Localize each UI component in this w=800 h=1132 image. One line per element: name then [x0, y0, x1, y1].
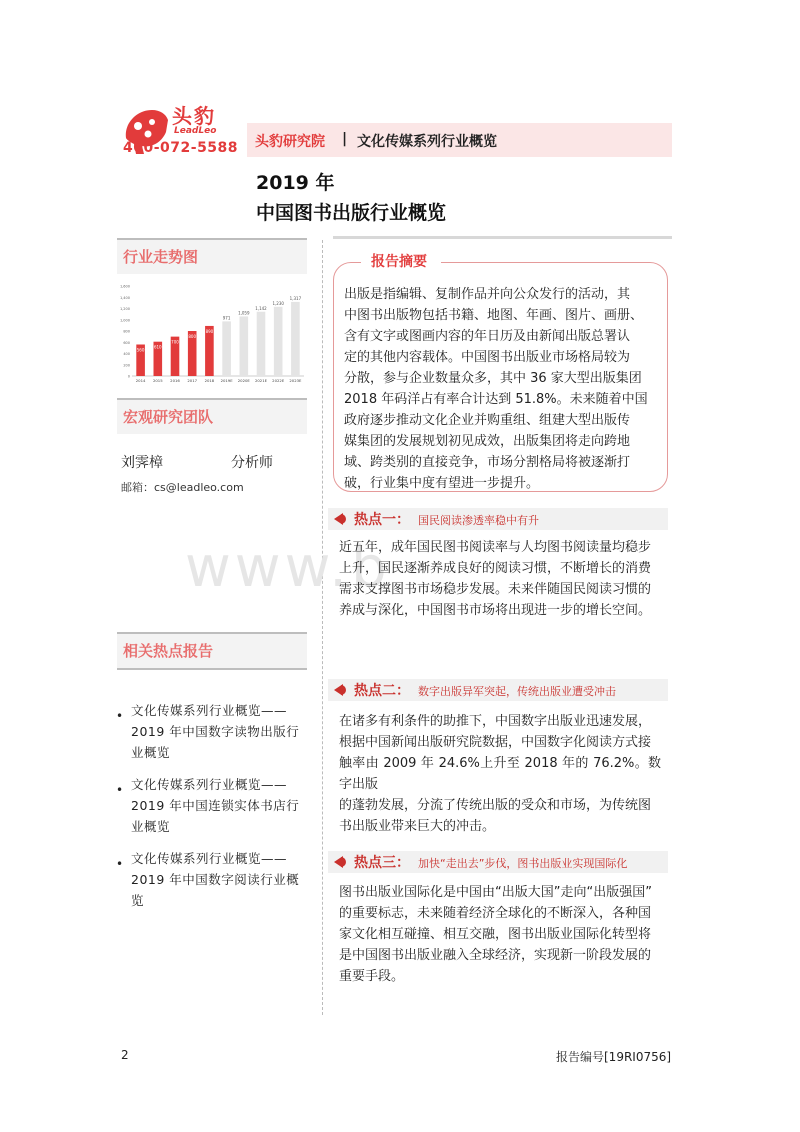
abstract-line: 出版是指编辑、复制作品并向公众发行的活动，其 — [344, 287, 631, 302]
hot-line: 重要手段。 — [339, 969, 405, 984]
report-number: 报告编号[19RI0756] — [556, 1050, 672, 1064]
hot-point-label: 热点二： — [354, 683, 410, 699]
data-label: 971 — [222, 315, 231, 321]
team-section-heading — [117, 398, 307, 434]
y-tick-label: 800 — [123, 329, 130, 334]
related-heading-text: 相关热点报告 — [123, 642, 214, 660]
x-tick-label: 2022E — [272, 378, 285, 383]
hot-line: 图书出版业国际化是中国由“出版大国”走向“出版强国” — [339, 885, 652, 900]
hot-line: 书出版业带来巨大的冲击。 — [339, 819, 496, 834]
related-report-line: 2019 年中国连锁实体书店行 — [131, 798, 300, 813]
trend-section-heading — [117, 238, 307, 274]
logo-text: 头豹 — [172, 104, 216, 128]
arrow-icon — [341, 514, 346, 524]
hot-point-3-text — [339, 882, 661, 987]
bullet-icon: • — [116, 709, 124, 723]
hotline-phone: 400-072-5588 — [123, 140, 239, 156]
page-number: 2 — [121, 1048, 129, 1062]
top-rule — [333, 236, 672, 239]
hot-line: 触率由 2009 年 24.6%上升至 2018 年的 76.2%。数字出版 — [339, 756, 661, 792]
y-tick-label: 400 — [123, 352, 130, 356]
brand-name: 头豹研究院 — [255, 134, 325, 150]
series-name: 文化传媒系列行业概览 — [357, 134, 497, 150]
x-tick-label: 2019E — [220, 378, 233, 383]
data-label: 610 — [153, 344, 162, 350]
report-title: 中国图书出版行业概览 — [256, 202, 447, 224]
column-divider — [322, 240, 323, 1015]
hot-point-2-band — [328, 679, 668, 701]
hot-point-2-text — [339, 711, 661, 837]
hot-point-label: 热点三： — [354, 855, 410, 871]
abstract-label — [361, 248, 441, 272]
x-tick-label: 2015 — [152, 378, 163, 383]
abstract-line: 媒集团的发展规划初见成效，出版集团将走向跨地 — [344, 434, 631, 449]
bar — [240, 316, 249, 376]
hot-line: 需求支撑图书市场稳步发展。未来伴随国民阅读习惯的 — [339, 582, 652, 597]
abstract-line: 政府逐步推动文化企业并购重组、组建大型出版传 — [344, 413, 631, 428]
data-label: 1,317 — [289, 295, 302, 301]
abstract-line: 域、跨类别的直接竞争，市场分割格局将被逐渐打 — [344, 455, 631, 470]
x-tick-label: 2023E — [289, 378, 302, 383]
hot-point-label: 热点一： — [354, 512, 410, 528]
hot-point-1-band — [328, 508, 668, 530]
y-tick-label: 1,000 — [119, 318, 130, 323]
hot-line: 的蓬勃发展，分流了传统出版的受众和市场，为传统图 — [339, 798, 652, 813]
bar — [222, 321, 231, 376]
header-separator: | — [342, 131, 348, 147]
data-label: 1,059 — [238, 310, 250, 316]
data-label: 890 — [205, 328, 214, 334]
watermark: www.b — [185, 535, 391, 600]
abstract-line: 2018 年码洋占有率合计达到 51.8%。未来随着中国 — [344, 392, 648, 407]
x-tick-label: 2018 — [204, 378, 215, 383]
arrow-icon — [341, 857, 346, 867]
abstract-line: 定的其他内容载体。中国图书出版业市场格局较为 — [344, 350, 631, 365]
y-tick-label: 1,600 — [119, 284, 130, 289]
author-name: 刘霁樟 — [121, 455, 163, 471]
logo-subtitle: LeadLeo — [174, 126, 217, 136]
y-tick-label: 200 — [123, 363, 130, 368]
hot-line: 近五年，成年国民图书阅读率与人均图书阅读量均稳步 — [339, 540, 652, 555]
data-label: 1,142 — [255, 305, 267, 311]
hot-line: 上升，国民逐渐养成良好的阅读习惯，不断增长的消费 — [339, 561, 652, 576]
x-tick-label: 2016 — [170, 378, 180, 383]
industry-trend-chart — [118, 280, 308, 390]
arrow-icon — [341, 685, 346, 695]
related-section-heading — [117, 632, 307, 670]
related-report-line: 2019 年中国数字读物出版行 — [131, 724, 300, 739]
hot-point-desc: 国民阅读渗透率稳中有升 — [418, 514, 539, 527]
series-header-band — [247, 123, 672, 157]
author-role: 分析师 — [231, 455, 273, 471]
hot-point-3-band — [328, 851, 668, 873]
related-report-line: 业概览 — [131, 745, 171, 760]
hot-point-desc: 加快“走出去”步伐，图书出版业实现国际化 — [418, 857, 628, 870]
abstract-label-text: 报告摘要 — [371, 254, 427, 270]
bullet-icon: • — [116, 783, 124, 797]
hot-line: 的重要标志，未来随着经济全球化的不断深入，各种国 — [339, 906, 652, 921]
y-tick-label: 1,200 — [119, 307, 130, 311]
team-heading-text: 宏观研究团队 — [123, 408, 214, 426]
bar — [274, 307, 283, 376]
data-label: 560 — [136, 347, 145, 353]
y-tick-label: 0 — [127, 374, 130, 379]
y-tick-label: 1,400 — [119, 295, 130, 300]
report-title-year: 2019 年 — [256, 172, 335, 194]
author-email: 邮箱：cs@leadleo.com — [121, 481, 244, 494]
abstract-line: 含有文字或图画内容的年日历及由新闻出版总署认 — [344, 329, 631, 344]
bullet-icon: • — [116, 857, 124, 871]
x-tick-label: 2014 — [135, 378, 146, 383]
related-report-line: 2019 年中国数字阅读行业概 — [131, 872, 300, 887]
x-tick-label: 2020E — [237, 378, 250, 383]
related-report-line: 文化传媒系列行业概览—— — [131, 703, 288, 718]
hot-point-1-text — [339, 537, 661, 621]
related-report-line: 览 — [131, 893, 145, 908]
hot-line: 家文化相互碰撞、相互交融，图书出版业国际化转型将 — [339, 927, 652, 942]
trend-heading-text: 行业走势图 — [123, 248, 199, 266]
hot-line: 在诸多有利条件的助推下，中国数字出版业迅速发展， — [339, 714, 652, 729]
hot-point-desc: 数字出版异军突起，传统出版业遭受冲击 — [418, 685, 616, 698]
abstract-text — [344, 284, 660, 494]
x-tick-label: 2017 — [187, 378, 198, 383]
abstract-line: 中图书出版物包括书籍、地图、年画、图片、画册、 — [344, 308, 644, 323]
hot-line: 是中国图书出版业融入全球经济，实现新一阶段发展的 — [339, 948, 652, 963]
hot-line: 养成与深化，中国图书市场将出现进一步的增长空间。 — [339, 603, 652, 618]
related-report-line: 文化传媒系列行业概览—— — [131, 777, 288, 792]
data-label: 800 — [188, 334, 197, 339]
y-tick-label: 600 — [123, 340, 130, 345]
abstract-line: 分散，参与企业数量众多，其中 36 家大型出版集团 — [344, 371, 642, 386]
abstract-line: 破，行业集中度有望进一步提升。 — [344, 476, 540, 491]
data-label: 700 — [171, 339, 179, 345]
hot-line: 根据中国新闻出版研究院数据，中国数字化阅读方式接 — [339, 735, 652, 750]
bar — [291, 302, 300, 376]
data-label: 1,230 — [272, 300, 284, 306]
x-tick-label: 2021E — [254, 378, 268, 383]
related-report-line: 业概览 — [131, 819, 171, 834]
related-report-line: 文化传媒系列行业概览—— — [131, 851, 288, 866]
bar — [257, 312, 266, 376]
